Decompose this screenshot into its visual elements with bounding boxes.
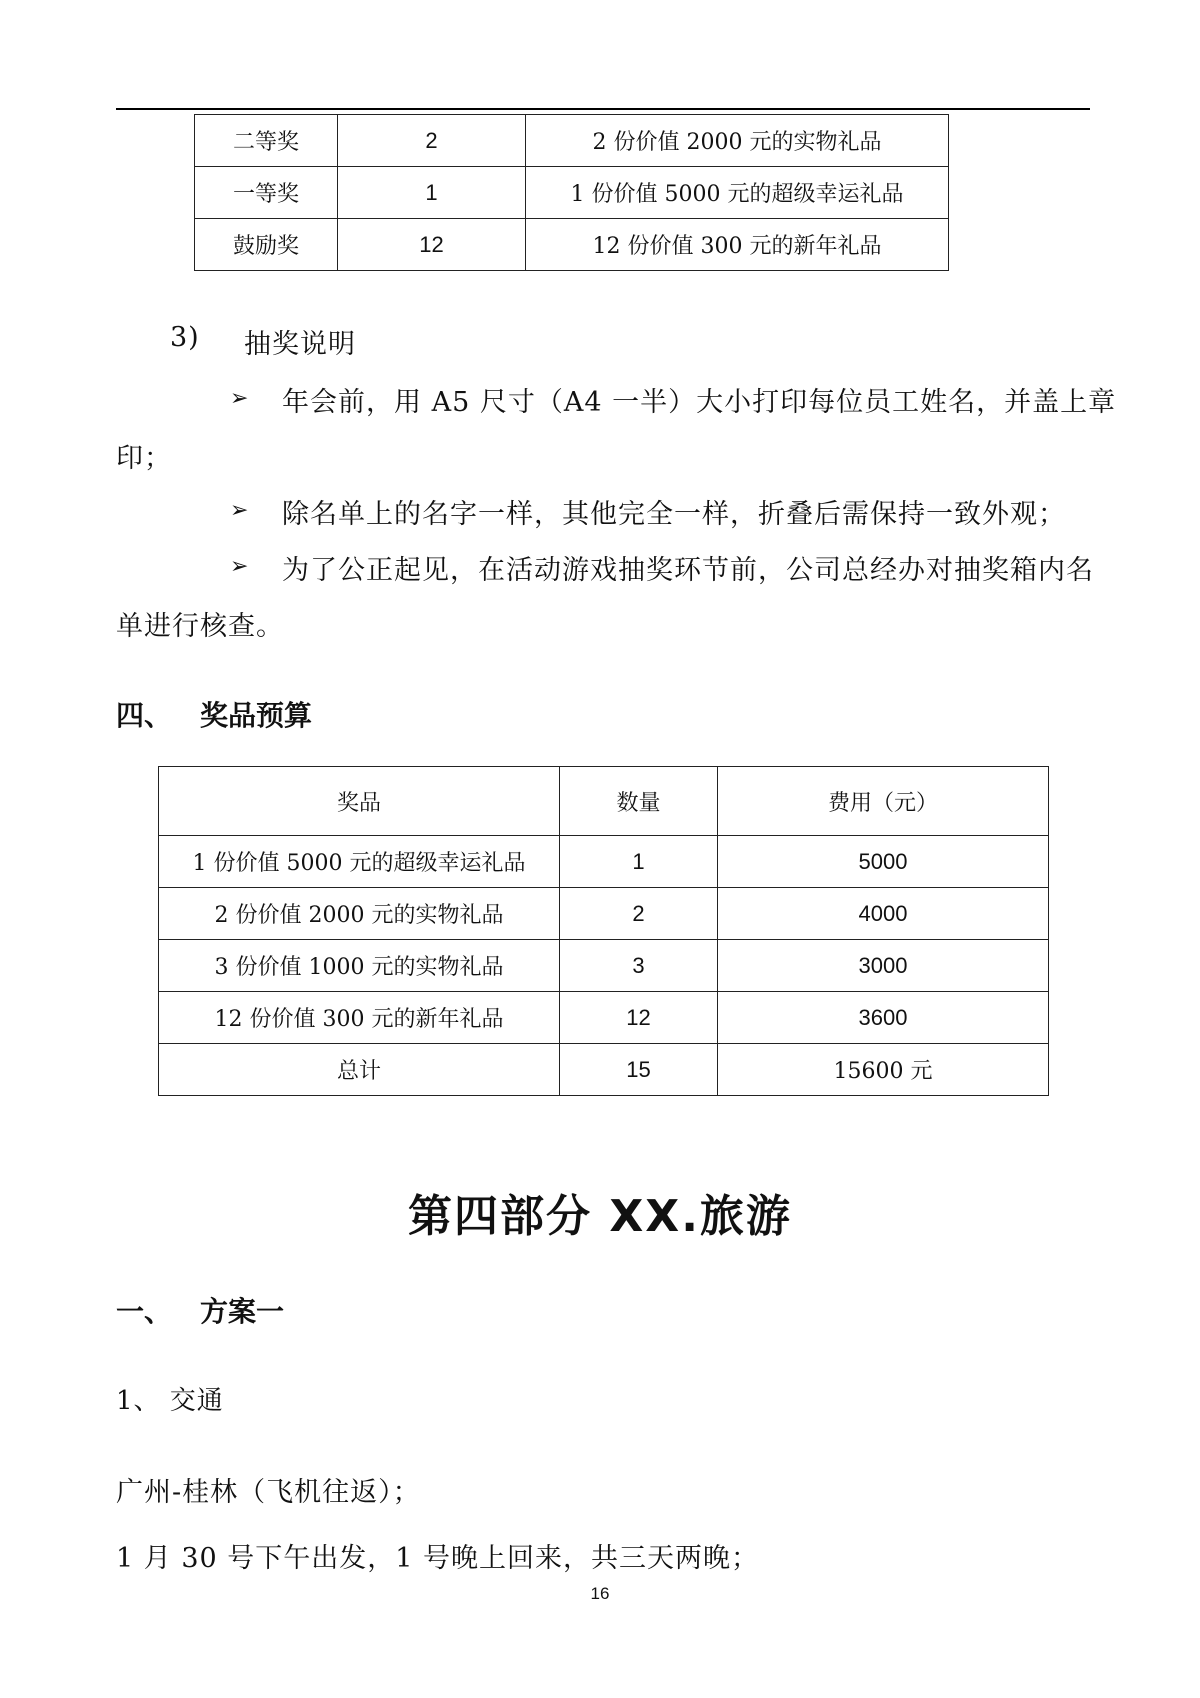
quantity-cell: 1 — [560, 836, 718, 888]
award-prize-cell: 2 份价值 2000 元的实物礼品 — [526, 115, 949, 167]
award-count-cell: 2 — [338, 115, 526, 167]
quantity-cell: 2 — [560, 888, 718, 940]
award-count-cell: 12 — [338, 219, 526, 271]
award-level-cell: 二等奖 — [195, 115, 338, 167]
budget-table — [158, 766, 1049, 1096]
table-row — [195, 115, 949, 167]
lottery-item-3-line1: 为了公正起见，在活动游戏抽奖环节前，公司总经办对抽奖箱内名 — [282, 555, 1094, 586]
prize-cell: 12 份价值 300 元的新年礼品 — [159, 992, 560, 1044]
lottery-item-3-line2: 单进行核查。 — [116, 611, 284, 642]
table-total-row — [159, 1044, 1049, 1096]
prize-cell: 2 份价值 2000 元的实物礼品 — [159, 888, 560, 940]
arrow-bullet-icon: ➢ — [230, 498, 249, 523]
table-row — [159, 836, 1049, 888]
total-label-cell: 总计 — [159, 1044, 560, 1096]
table-row — [159, 940, 1049, 992]
award-count-cell: 1 — [338, 167, 526, 219]
lottery-number: 3) — [170, 322, 200, 353]
header-prize: 奖品 — [159, 767, 560, 836]
total-quantity-cell: 15 — [560, 1044, 718, 1096]
budget-section-title: 奖品预算 — [200, 699, 313, 732]
part-title: 第四部分 XX.旅游 — [408, 1191, 792, 1242]
lottery-title: 抽奖说明 — [244, 329, 356, 360]
prize-cell: 3 份价值 1000 元的实物礼品 — [159, 940, 560, 992]
awards-table — [194, 114, 949, 271]
plan-section-title: 方案一 — [200, 1295, 285, 1328]
total-cost-cell: 15600 元 — [718, 1044, 1049, 1096]
header-cost: 费用（元） — [718, 767, 1049, 836]
arrow-bullet-icon: ➢ — [230, 386, 249, 411]
budget-section-number: 四、 — [116, 699, 173, 732]
transport-schedule: 1 月 30 号下午出发，1 号晚上回来，共三天两晚； — [116, 1543, 760, 1574]
award-prize-cell: 12 份价值 300 元的新年礼品 — [526, 219, 949, 271]
table-row — [195, 219, 949, 271]
header-rule — [116, 108, 1090, 110]
table-row — [159, 888, 1049, 940]
table-row — [195, 167, 949, 219]
table-header-row — [159, 767, 1049, 836]
lottery-item-2-line1: 除名单上的名字一样，其他完全一样，折叠后需保持一致外观； — [282, 499, 1066, 530]
cost-cell: 5000 — [718, 836, 1049, 888]
award-prize-cell: 1 份价值 5000 元的超级幸运礼品 — [526, 167, 949, 219]
plan-section-number: 一、 — [116, 1295, 173, 1328]
arrow-bullet-icon: ➢ — [230, 554, 249, 579]
award-level-cell: 一等奖 — [195, 167, 338, 219]
lottery-item-1-line2: 印； — [116, 443, 172, 474]
header-quantity: 数量 — [560, 767, 718, 836]
cost-cell: 3600 — [718, 992, 1049, 1044]
cost-cell: 4000 — [718, 888, 1049, 940]
quantity-cell: 3 — [560, 940, 718, 992]
table-row — [159, 992, 1049, 1044]
cost-cell: 3000 — [718, 940, 1049, 992]
lottery-item-1-line1: 年会前，用 A5 尺寸（A4 一半）大小打印每位员工姓名，并盖上章 — [282, 387, 1117, 418]
quantity-cell: 12 — [560, 992, 718, 1044]
award-level-cell: 鼓励奖 — [195, 219, 338, 271]
transport-heading: 1、 交通 — [116, 1386, 224, 1416]
prize-cell: 1 份价值 5000 元的超级幸运礼品 — [159, 836, 560, 888]
transport-route: 广州-桂林（飞机往返）； — [116, 1477, 421, 1508]
page-number: 16 — [590, 1584, 610, 1603]
